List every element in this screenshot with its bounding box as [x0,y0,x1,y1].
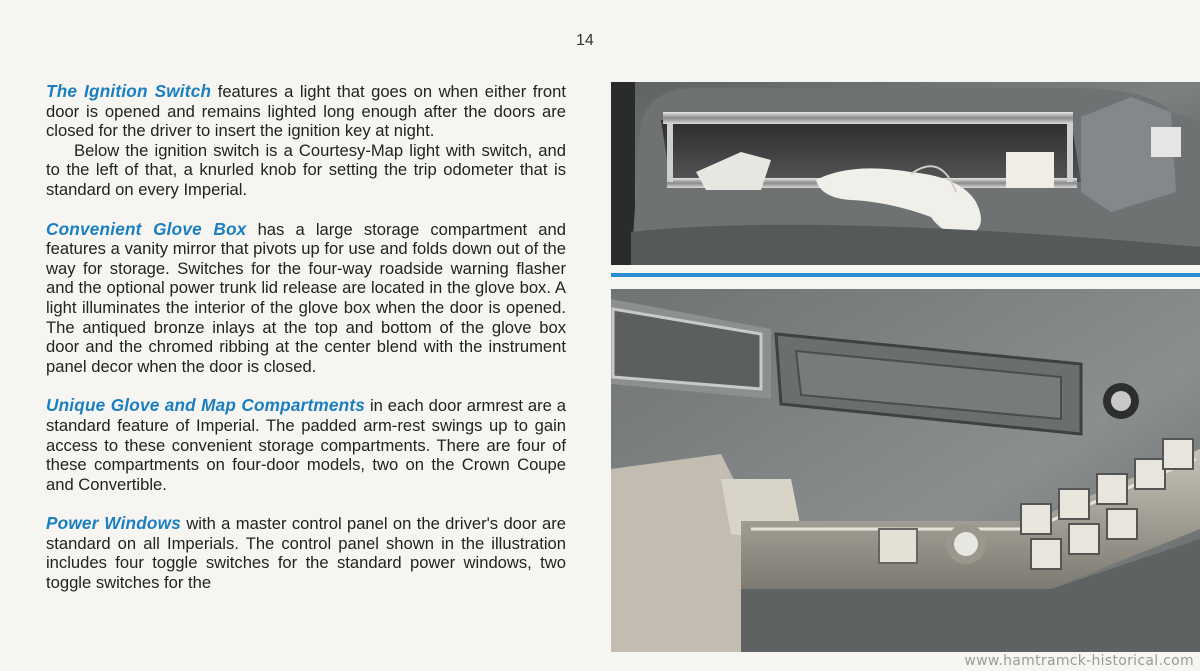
page-number: 14 [576,32,594,49]
glove-box-text: has a large storage compartment and features a vanity mirror that pivots up for use and folds down out of the way for storage. Switches for the four-way roadside warning flasher and the optional power trunk lid release are located in the glove box. A light illuminates the interior of the glove box when the door is opened. The antiqued bronze inlays at the top and bottom of the glove box door and the chromed ribbing at the center blend with the instrument panel decor when the door is closed. [46,219,566,376]
power-windows-text: with a master control panel on the driver's door are standard on all Imperials. The control panel shown in the illustration includes four toggle switches for the standard power windows, two toggle switches for the [46,514,566,593]
text-column [46,82,566,593]
ignition-switch-text: features a light that goes on when either front door is opened and remains lighted long enough after the doors are closed for the driver to insert the ignition key at night. [46,82,566,141]
power-windows-paragraph [46,514,566,592]
ignition-switch-paragraph [46,82,566,141]
glove-box-paragraph [46,220,566,377]
armrest-compartment-photo [611,82,1200,265]
door-control-panel-illustration [611,289,1200,652]
courtesy-map-light-paragraph: Below the ignition switch is a Courtesy-Map light with switch, and to the left of that, a knurled knob for setting the trip odometer that is standard on every Imperial. [46,140,566,199]
power-windows-heading: Power Windows [46,513,181,534]
ignition-switch-heading: The Ignition Switch [46,81,212,101]
divider-rule [611,273,1200,277]
glove-box-heading: Convenient Glove Box [46,218,247,239]
armrest-compartment-illustration [611,82,1200,265]
map-compartments-heading: Unique Glove and Map Compartments [46,395,366,416]
site-watermark: www.hamtramck-historical.com [964,653,1194,669]
map-compartments-text: in each door armrest are a standard feature of Imperial. The padded arm-rest swings up to gain access to these convenient storage compartments. There are four of these compartments on four-door models, two on the Crown Coupe and Convertible. [46,396,566,494]
power-window-panel-photo [611,289,1200,652]
map-compartments-paragraph [46,396,566,494]
